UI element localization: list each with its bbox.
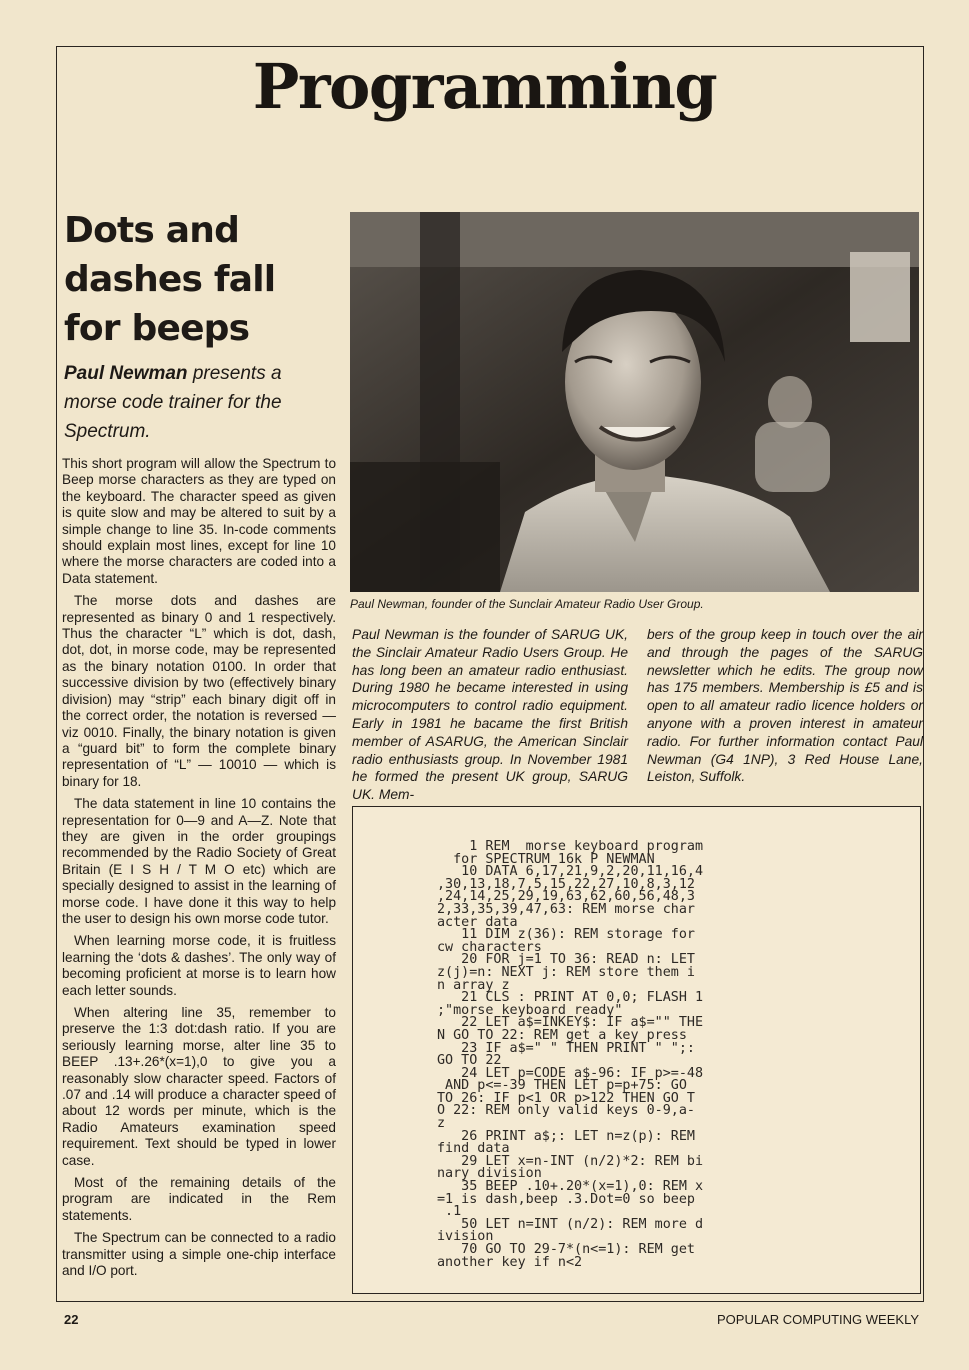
listing-line: 20 FOR j=1 TO 36: READ n: LET <box>437 952 695 968</box>
listing-line: ,30,13,18,7,5,15,22,27,10,8,3,12 <box>437 876 695 892</box>
listing-line: for SPECTRUM 16k P NEWMAN <box>437 851 655 867</box>
listing-line: =1 is dash,beep .3.Dot=0 so beep <box>437 1191 695 1207</box>
listing-line: ,24,14,25,29,19,63,62,60,56,48,3 <box>437 889 695 905</box>
listing-line: AND p<=-39 THEN LET p=p+75: GO <box>437 1078 687 1094</box>
section-title: Programming <box>252 50 717 123</box>
listing-line: 70 GO TO 29-7*(n<=1): REM get <box>437 1242 695 1257</box>
listing-line: 26 PRINT a$;: LET n=z(p): REM <box>437 1128 695 1144</box>
author-photo <box>350 212 919 592</box>
listing-line: TO 26: IF p<1 OR p>122 THEN GO T <box>437 1090 695 1106</box>
body-paragraph: This short program will allow the Spectrum to Beep morse characters as they are typed on the keyboard. The character speed as given is quite slow and may be altered to suit by a simple change to line 35. In-code comments should explain most lines, except for line 10 where the morse characters are coded into a Data statement. <box>62 456 336 586</box>
listing-line: 2,33,35,39,47,63: REM morse char <box>437 901 695 917</box>
listing-line: z <box>437 1116 446 1132</box>
article-column <box>62 200 336 1286</box>
listing-line: 24 LET p=CODE a$-96: IF p>=-48 <box>437 1065 704 1081</box>
listing-line: find data <box>437 1141 510 1157</box>
listing-line: 50 LET n=INT (n/2): REM more d <box>437 1216 704 1232</box>
listing-line: n array z <box>437 977 510 993</box>
listing-line: N GO TO 22: REM get a key press <box>437 1027 687 1043</box>
body-paragraph: The data statement in line 10 contains the representation for 0—9 and A—Z. Note that they are given in the order groupings recommended by the Radio Society of Great Britain (E I S H / T M O etc) which are specially designed to assist in the learning of morse code. I have done it this way to help the user to design his own morse code tutor. <box>62 796 336 926</box>
body-paragraph: The Spectrum can be connected to a radio transmitter using a simple one-chip interface and I/O port. <box>62 1230 336 1279</box>
listing-line: z(j)=n: NEXT j: REM store them i <box>437 964 695 980</box>
listing-line: ;"morse keyboard ready" <box>437 1002 623 1018</box>
author-name: Paul Newman <box>64 363 188 384</box>
listing-line: 23 IF a$=" " THEN PRINT " ";: <box>437 1040 695 1056</box>
listing-line: 1 REM morse keyboard program <box>437 839 704 854</box>
article-body <box>62 456 336 1280</box>
listing-line: .1 <box>437 1204 462 1220</box>
listing-line: acter data <box>437 914 518 930</box>
headline <box>64 206 336 353</box>
headline-line: for beeps <box>64 308 250 349</box>
headline-line: Dots and <box>64 210 240 251</box>
listing-line: 10 DATA 6,17,21,9,2,20,11,16,4 <box>437 864 704 880</box>
program-listing-box <box>352 806 921 1294</box>
body-paragraph: When learning morse code, it is fruitless learning the ‘dots & dashes’. The only way of becoming proficient at morse is to learn how each letter sounds. <box>62 933 336 998</box>
listing-line: nary division <box>437 1166 542 1182</box>
listing-line: GO TO 22 <box>437 1053 502 1069</box>
author-bio-col1: Paul Newman is the founder of SARUG UK, the Sinclair Amateur Radio Users Group. He has long been an amateur radio enthusiast. During 1980 he became interested in using microcomputers to control radio equipment. Early in 1981 he bacame the first British member of ASARUG, the American Sinclair radio enthusiasts group. In November 1981 he formed the present UK group, SARUG UK. Mem- <box>352 627 628 803</box>
headline-line: dashes fall <box>64 259 276 300</box>
author-bio-col2: bers of the group keep in touch over the air and through the pages of the SARUG newsletter which he edits. The group now has 175 members. Membership is £5 and is open to all amateur radio licence holders or anyone with a proven interest in amateur radio. For further information contact Paul Newman (G4 1NP), 3 Red House Lane, Leiston, Suffolk. <box>647 627 923 785</box>
standfirst <box>64 359 336 446</box>
body-paragraph: The morse dots and dashes are represented as binary 0 and 1 respectively. Thus the character “L” which is dot, dash, dot, dot, in morse code, may be represented as the binary notation 0100. In order that successive division by two (effectively binary division) may “strip” each binary digit off in the correct order, the notation is reversed — viz 0010. Finally, the binary notation is given a “guard bit” to form the complete binary representation of “L” — 10010 — which is binary for 18. <box>62 593 336 789</box>
listing-line: 11 DIM z(36): REM storage for <box>437 927 695 943</box>
listing-line: O 22: REM only valid keys 0-9,a- <box>437 1103 695 1119</box>
listing-line: 35 BEEP .10+.20*(x=1),0: REM x <box>437 1179 704 1195</box>
listing-line: 29 LET x=n-INT (n/2)*2: REM bi <box>437 1153 704 1169</box>
listing-line: another key if n<2 <box>437 1254 583 1270</box>
photo-caption: Paul Newman, founder of the Sunclair Amateur Radio User Group. <box>350 597 704 611</box>
listing-line: 22 LET a$=INKEY$: IF a$="" THE <box>437 1015 704 1031</box>
listing-line: cw characters <box>437 939 542 955</box>
publication-name: POPULAR COMPUTING WEEKLY <box>716 1312 919 1327</box>
listing-line: ivision <box>437 1229 494 1245</box>
standfirst-text: presents a morse code trainer for the Spectrum. <box>64 363 282 442</box>
body-paragraph: When altering line 35, remember to preserve the 1:3 dot:dash ratio. If you are seriously learning morse, alter line 35 to BEEP .13+.26*(x=1),0 to give you a reasonably slow character speed. Factors of .07 and .14 will produce a character speed of about 12 words per minute, which is the Radio Amateurs examination speed requirement. Text should be typed in lower case. <box>62 1005 336 1168</box>
listing-line: 21 CLS : PRINT AT 0,0; FLASH 1 <box>437 990 704 1006</box>
body-paragraph: Most of the remaining details of the program are indicated in the Rem statements. <box>62 1175 336 1223</box>
program-listing <box>437 841 703 1269</box>
page-number: 22 <box>64 1312 79 1327</box>
